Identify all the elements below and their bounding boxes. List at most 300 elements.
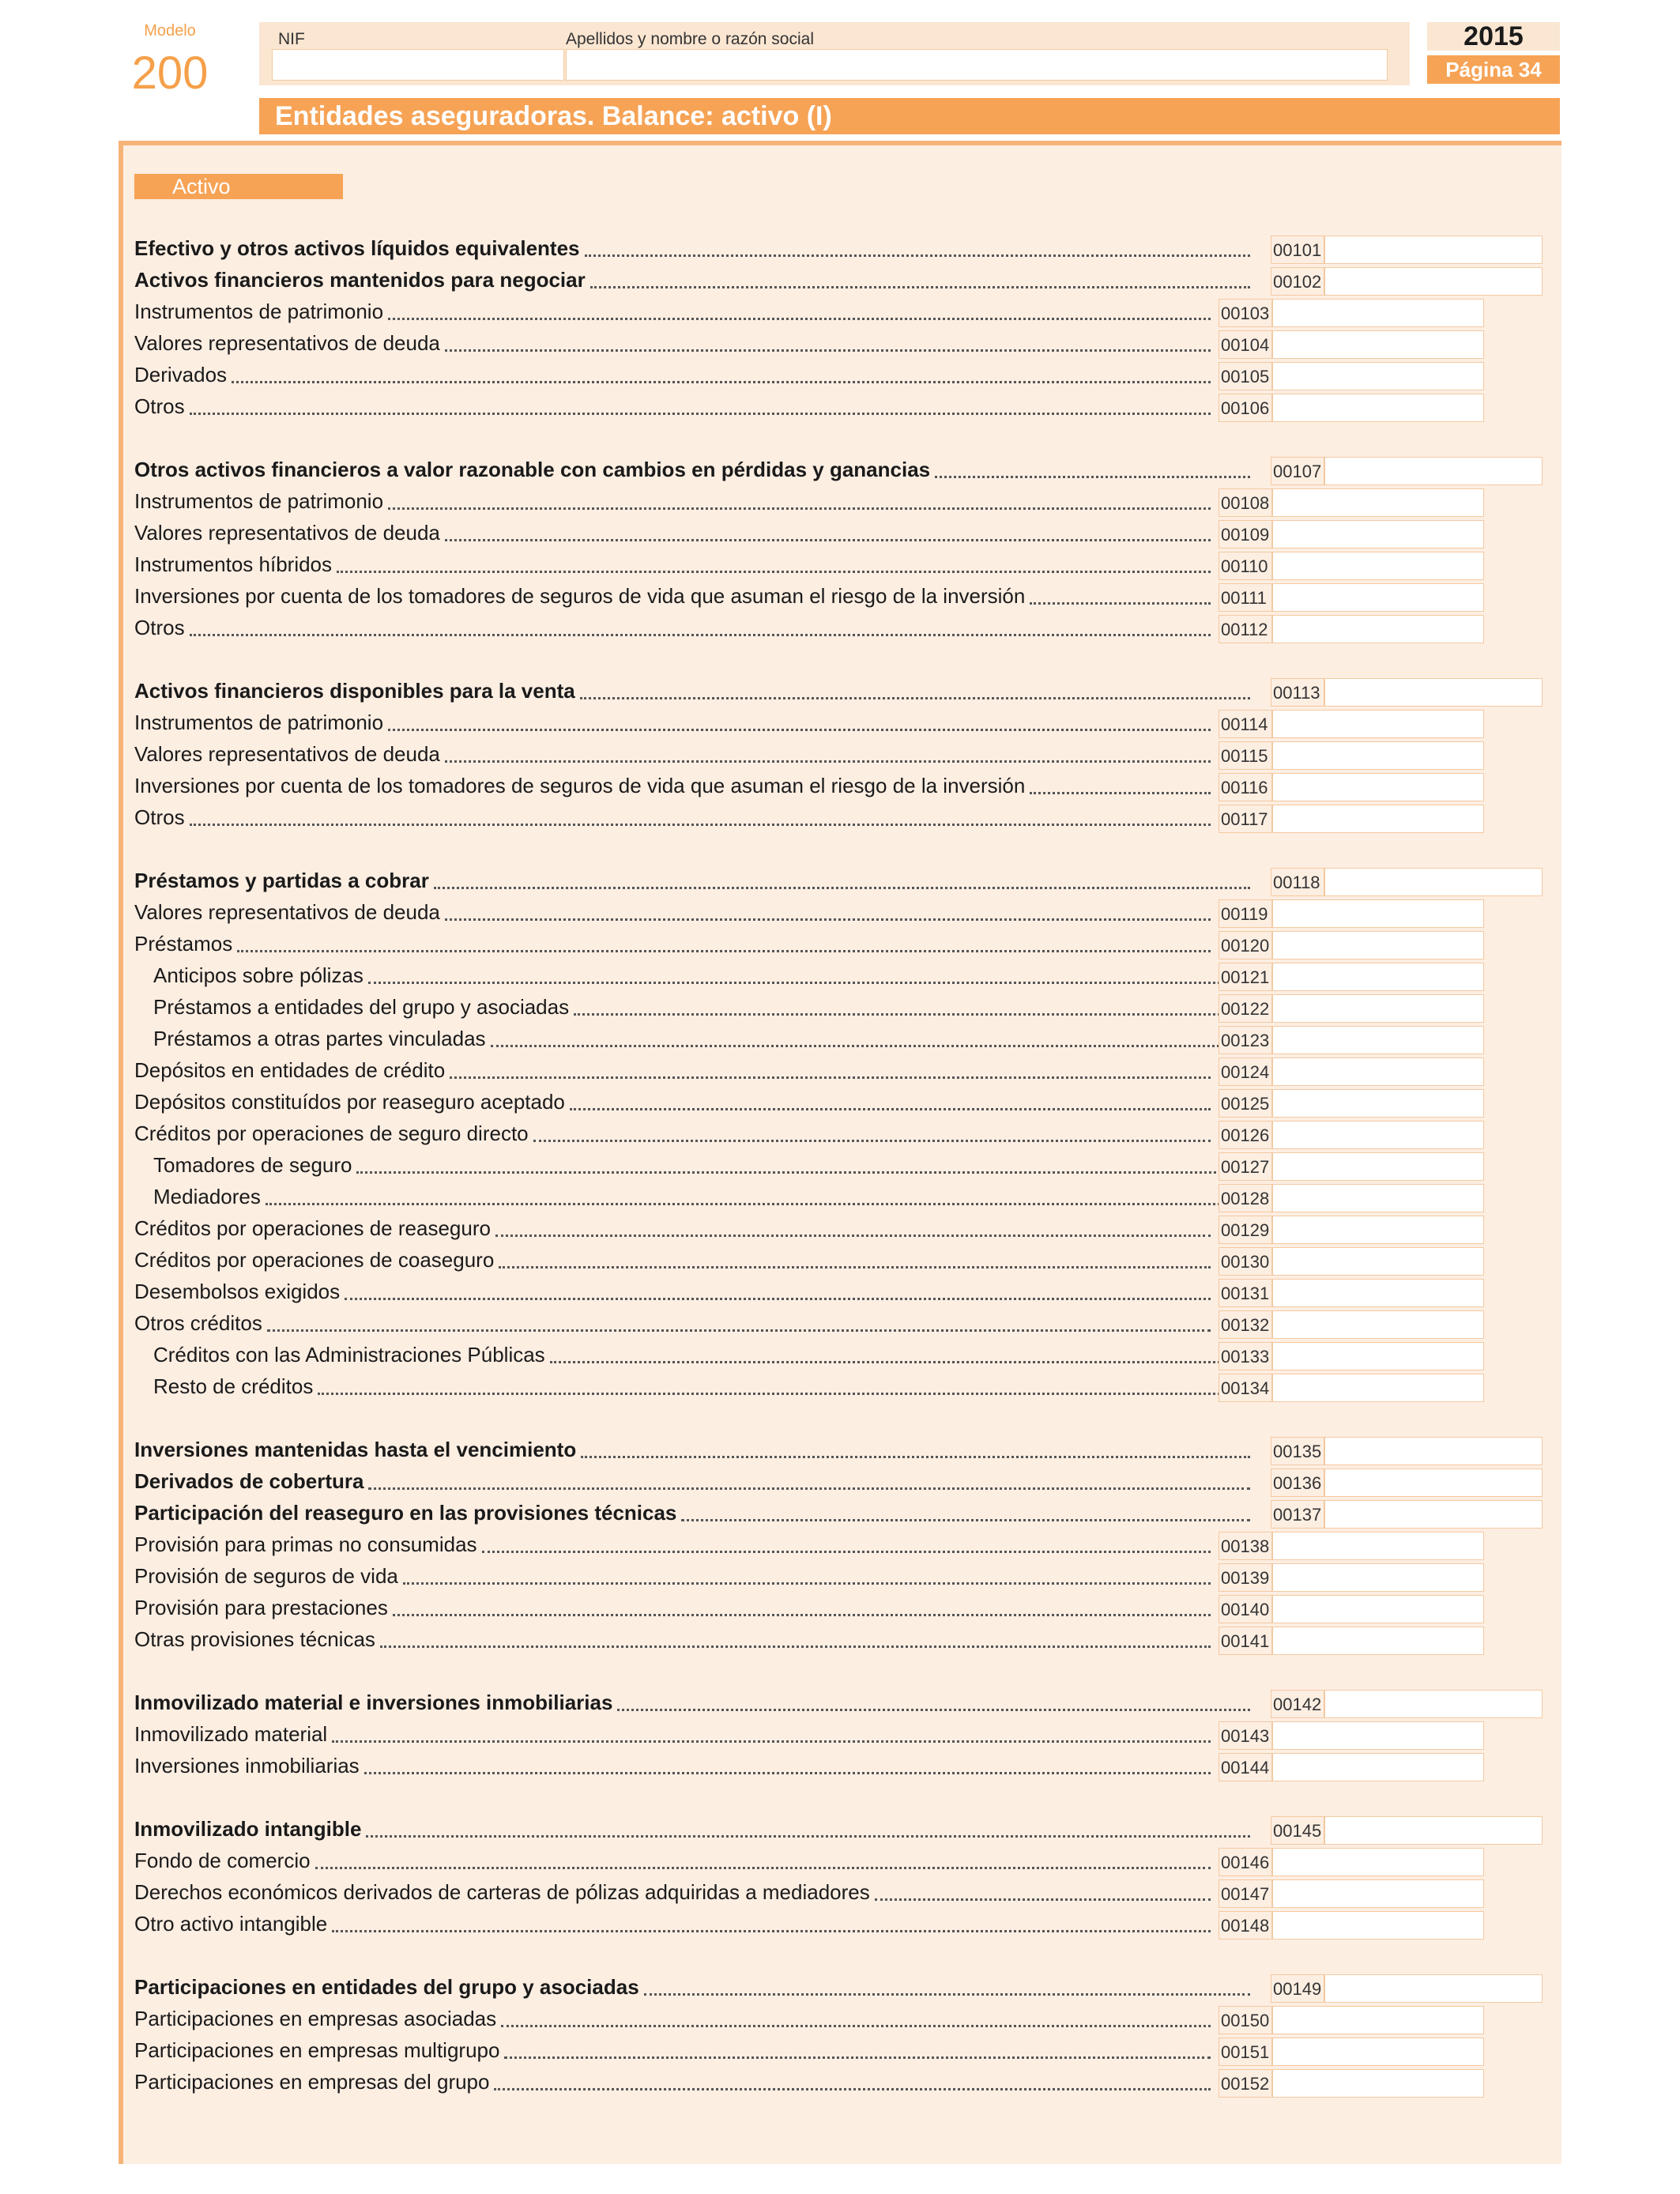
row-label — [134, 327, 1211, 359]
field-code: 00135 — [1271, 1437, 1324, 1465]
dot-leader — [445, 539, 1211, 541]
row-label-text: Préstamos — [134, 931, 233, 956]
form-row — [134, 2034, 1543, 2066]
amount-input[interactable] — [1324, 868, 1543, 896]
field-code: 00149 — [1271, 1974, 1324, 2003]
amount-input[interactable] — [1272, 1057, 1484, 1086]
amount-input[interactable] — [1272, 1089, 1484, 1118]
form-row — [134, 1244, 1543, 1276]
dot-leader — [366, 1835, 1250, 1838]
field-code: 00142 — [1271, 1690, 1324, 1718]
dot-leader — [445, 918, 1211, 921]
row-label — [134, 2034, 1211, 2066]
amount-input[interactable] — [1272, 931, 1484, 959]
form-row — [134, 738, 1543, 770]
row-label-text: Otras provisiones técnicas — [134, 1627, 375, 1651]
amount-input[interactable] — [1272, 899, 1484, 928]
row-label-text: Créditos con las Administraciones Públicas — [153, 1342, 545, 1367]
form-row — [134, 1118, 1543, 1149]
field-code: 00141 — [1219, 1627, 1272, 1655]
dot-leader — [875, 1898, 1211, 1901]
amount-input[interactable] — [1272, 1279, 1484, 1307]
dot-leader — [364, 1772, 1211, 1774]
field-code: 00139 — [1219, 1563, 1272, 1592]
dot-leader — [499, 1266, 1211, 1269]
form-row — [134, 1908, 1543, 1940]
amount-input[interactable] — [1272, 1310, 1484, 1339]
dot-leader — [581, 1456, 1250, 1458]
row-label — [134, 675, 1250, 707]
amount-input[interactable] — [1272, 1911, 1484, 1940]
dot-leader — [190, 413, 1211, 415]
row-label — [134, 770, 1211, 801]
row-label-text: Créditos por operaciones de coaseguro — [134, 1247, 495, 1272]
row-label — [134, 1212, 1211, 1244]
row-label-text: Otros — [134, 394, 185, 418]
field-code: 00109 — [1219, 520, 1272, 548]
dot-leader — [445, 349, 1211, 352]
amount-input[interactable] — [1324, 1500, 1543, 1529]
row-label — [134, 1592, 1211, 1623]
field-code: 00124 — [1219, 1057, 1272, 1086]
form-row — [134, 1845, 1543, 1876]
form-row — [134, 232, 1543, 264]
row-label — [134, 517, 1211, 548]
row-label-text: Activos financieros disponibles para la venta — [134, 678, 575, 703]
row-label-text: Derivados — [134, 362, 228, 386]
form-row — [134, 1623, 1543, 1655]
field-code: 00152 — [1219, 2069, 1272, 2098]
row-label — [134, 1181, 1230, 1212]
field-code: 00130 — [1219, 1247, 1272, 1276]
row-label — [134, 1718, 1211, 1750]
modelo-number: 200 — [131, 47, 209, 99]
form-row — [134, 454, 1543, 485]
row-label — [134, 1244, 1211, 1276]
row-label-text: Préstamos a otras partes vinculadas — [153, 1026, 486, 1050]
row-label — [134, 296, 1211, 327]
dot-leader — [356, 1171, 1230, 1174]
field-code: 00143 — [1219, 1721, 1272, 1750]
row-label-text: Activos financieros mantenidos para negociar — [134, 267, 586, 292]
form-row — [134, 1465, 1543, 1497]
field-code: 00117 — [1219, 805, 1272, 833]
row-label — [134, 232, 1250, 264]
row-label — [134, 359, 1211, 390]
form-row — [134, 1560, 1543, 1592]
row-label — [134, 1054, 1211, 1086]
row-label — [134, 485, 1211, 517]
dot-leader — [266, 1203, 1230, 1205]
form-row — [134, 327, 1543, 359]
amount-input[interactable] — [1272, 1216, 1484, 1244]
row-label-text: Provisión de seguros de vida — [134, 1563, 398, 1588]
form-row — [134, 675, 1543, 707]
dot-leader — [590, 286, 1250, 288]
amount-input[interactable] — [1272, 1627, 1484, 1655]
amount-input[interactable] — [1272, 1532, 1484, 1560]
dot-leader — [190, 824, 1211, 826]
dot-leader — [393, 1614, 1211, 1616]
nif-field[interactable] — [272, 49, 564, 81]
row-label-text: Derechos económicos derivados de carteras de pólizas adquiridas a mediadores — [134, 1879, 870, 1904]
row-label-text: Valores representativos de deuda — [134, 330, 440, 355]
row-label — [134, 1023, 1230, 1054]
dot-leader — [533, 1140, 1211, 1142]
row-label — [134, 707, 1211, 738]
amount-input[interactable] — [1324, 1690, 1543, 1718]
row-label-text: Participaciones en entidades del grupo y asociadas — [134, 1974, 639, 1999]
field-code: 00146 — [1219, 1848, 1272, 1876]
row-label — [134, 1307, 1211, 1339]
amount-input[interactable] — [1272, 994, 1484, 1023]
dot-leader — [1030, 602, 1211, 605]
field-code: 00145 — [1271, 1816, 1324, 1845]
field-code: 00110 — [1219, 552, 1272, 580]
form-row — [134, 707, 1543, 738]
field-code: 00106 — [1219, 394, 1272, 422]
row-label — [134, 896, 1211, 928]
row-label-text: Otros — [134, 805, 185, 829]
amount-input[interactable] — [1272, 615, 1484, 643]
modelo-label: Modelo — [144, 22, 196, 40]
amount-input[interactable] — [1272, 1848, 1484, 1876]
row-label-text: Otros — [134, 615, 185, 639]
row-label-text: Participaciones en empresas multigrupo — [134, 2038, 500, 2062]
row-label — [134, 738, 1211, 770]
row-label-text: Otros créditos — [134, 1310, 262, 1335]
form-row — [134, 580, 1543, 612]
row-label-text: Valores representativos de deuda — [134, 741, 440, 766]
amount-input[interactable] — [1272, 583, 1484, 612]
dot-leader — [482, 1551, 1211, 1553]
modelo-block — [119, 22, 221, 100]
form-row — [134, 1276, 1543, 1307]
amount-input[interactable] — [1272, 741, 1484, 770]
form-row — [134, 801, 1543, 833]
nif-label: NIF — [278, 30, 305, 48]
dot-leader — [501, 2025, 1211, 2027]
field-code: 00103 — [1219, 299, 1272, 327]
dot-leader — [388, 318, 1211, 320]
amount-input[interactable] — [1324, 267, 1543, 296]
row-label-text: Participaciones en empresas asociadas — [134, 2006, 497, 2030]
amount-input[interactable] — [1324, 1816, 1543, 1845]
form-row — [134, 928, 1543, 959]
amount-input[interactable] — [1272, 963, 1484, 991]
row-label-text: Participación del reaseguro en las provisiones técnicas — [134, 1500, 677, 1525]
dot-leader — [644, 1993, 1250, 1996]
field-code: 00133 — [1219, 1342, 1272, 1370]
row-label-text: Desembolsos exigidos — [134, 1279, 341, 1303]
row-label — [134, 1529, 1211, 1560]
field-code: 00136 — [1271, 1468, 1324, 1497]
page-title: Entidades aseguradoras. Balance: activo (I) — [259, 98, 1560, 134]
dot-leader — [403, 1582, 1211, 1585]
dot-leader — [494, 2088, 1211, 2090]
field-code: 00132 — [1219, 1310, 1272, 1339]
row-label — [134, 1339, 1230, 1370]
amount-input[interactable] — [1272, 710, 1484, 738]
amount-input[interactable] — [1324, 1437, 1543, 1465]
dot-leader — [491, 1045, 1230, 1047]
amount-input[interactable] — [1272, 1152, 1484, 1181]
dot-leader — [332, 1930, 1211, 1932]
form-row — [134, 1339, 1543, 1370]
row-label — [134, 1086, 1211, 1118]
row-label-text: Depósitos constituídos por reaseguro aceptado — [134, 1089, 565, 1114]
row-label — [134, 548, 1211, 580]
amount-input[interactable] — [1272, 520, 1484, 548]
field-code: 00111 — [1219, 583, 1272, 612]
row-label-text: Inversiones por cuenta de los tomadores de seguros de vida que asuman el riesgo de la inversión — [134, 583, 1026, 608]
amount-input[interactable] — [1272, 330, 1484, 359]
amount-input[interactable] — [1324, 1974, 1543, 2003]
row-label-text: Provisión para prestaciones — [134, 1595, 388, 1619]
field-code: 00119 — [1219, 899, 1272, 928]
form-row — [134, 770, 1543, 801]
amount-input[interactable] — [1272, 362, 1484, 390]
row-label-text: Inversiones por cuenta de los tomadores de seguros de vida que asuman el riesgo de la inversión — [134, 773, 1026, 797]
dot-leader — [345, 1298, 1211, 1300]
amount-input[interactable] — [1272, 1753, 1484, 1781]
field-code: 00127 — [1219, 1152, 1272, 1181]
amount-input[interactable] — [1272, 1342, 1484, 1370]
amount-input[interactable] — [1272, 1184, 1484, 1212]
row-label — [134, 991, 1230, 1023]
row-label-text: Inmovilizado material e inversiones inmobiliarias — [134, 1690, 613, 1714]
form-row — [134, 296, 1543, 327]
form-row — [134, 1529, 1543, 1560]
row-label-text: Inmovilizado intangible — [134, 1816, 362, 1841]
dot-leader — [434, 887, 1250, 889]
row-label-text: Mediadores — [153, 1184, 261, 1208]
form-row — [134, 548, 1543, 580]
row-label — [134, 454, 1250, 485]
field-code: 00114 — [1219, 710, 1272, 738]
dot-leader — [574, 1013, 1230, 1016]
field-code: 00112 — [1219, 615, 1272, 643]
row-label-text: Fondo de comercio — [134, 1848, 311, 1872]
dot-leader — [337, 571, 1211, 573]
dot-leader — [570, 1108, 1211, 1110]
form-row — [134, 2003, 1543, 2034]
amount-input[interactable] — [1272, 488, 1484, 517]
name-label: Apellidos y nombre o razón social — [566, 30, 814, 48]
row-label-text: Inmovilizado material — [134, 1721, 328, 1746]
dot-leader — [445, 760, 1211, 763]
form-row — [134, 1718, 1543, 1750]
name-field[interactable] — [566, 49, 1388, 81]
form-row — [134, 390, 1543, 422]
amount-input[interactable] — [1272, 2006, 1484, 2034]
amount-input[interactable] — [1272, 1721, 1484, 1750]
dot-leader — [388, 507, 1211, 510]
amount-input[interactable] — [1272, 2069, 1484, 2098]
form-row — [134, 991, 1543, 1023]
row-label — [134, 801, 1211, 833]
row-label — [134, 390, 1211, 422]
form-row — [134, 959, 1543, 991]
dot-leader — [585, 254, 1251, 257]
field-code: 00131 — [1219, 1279, 1272, 1307]
row-label-text: Instrumentos de patrimonio — [134, 710, 384, 734]
row-label — [134, 1908, 1211, 1940]
amount-input[interactable] — [1324, 1468, 1543, 1497]
page-badge: Página 34 — [1427, 55, 1560, 84]
row-label-text: Instrumentos de patrimonio — [134, 299, 384, 323]
row-label — [134, 1118, 1211, 1149]
field-code: 00105 — [1219, 362, 1272, 390]
field-code: 00140 — [1219, 1595, 1272, 1623]
dot-leader — [1030, 792, 1211, 794]
dot-leader — [380, 1646, 1211, 1648]
dot-leader — [550, 1361, 1230, 1363]
field-code: 00147 — [1219, 1879, 1272, 1908]
amount-input[interactable] — [1272, 805, 1484, 833]
row-label-text: Valores representativos de deuda — [134, 899, 440, 924]
row-label — [134, 264, 1250, 296]
form-row — [134, 1086, 1543, 1118]
field-code: 00151 — [1219, 2038, 1272, 2066]
field-code: 00134 — [1219, 1374, 1272, 1402]
amount-input[interactable] — [1272, 1121, 1484, 1149]
row-label — [134, 2066, 1211, 2098]
row-label — [134, 612, 1211, 643]
dot-leader — [232, 381, 1211, 383]
field-code: 00138 — [1219, 1532, 1272, 1560]
form-row — [134, 612, 1543, 643]
form-row — [134, 1687, 1543, 1718]
row-label — [134, 580, 1211, 612]
row-label-text: Créditos por operaciones de seguro directo — [134, 1121, 529, 1145]
row-label — [134, 1149, 1230, 1181]
row-label-text: Préstamos y partidas a cobrar — [134, 868, 429, 892]
amount-input[interactable] — [1272, 1879, 1484, 1908]
form-row — [134, 359, 1543, 390]
field-code: 00118 — [1271, 868, 1324, 896]
row-label — [134, 1813, 1250, 1845]
row-label — [134, 1370, 1230, 1402]
row-label-text: Depósitos en entidades de crédito — [134, 1057, 446, 1082]
dot-leader — [368, 1487, 1250, 1490]
row-label — [134, 1971, 1250, 2003]
field-code: 00120 — [1219, 931, 1272, 959]
row-label — [134, 1845, 1211, 1876]
row-label — [134, 1687, 1250, 1718]
dot-leader — [237, 950, 1211, 952]
taxpayer-id-box — [259, 22, 1410, 85]
row-label — [134, 1434, 1250, 1465]
form-row — [134, 896, 1543, 928]
row-label-text: Instrumentos híbridos — [134, 552, 333, 576]
form-row — [134, 517, 1543, 548]
row-label-text: Préstamos a entidades del grupo y asociadas — [153, 994, 570, 1019]
field-code: 00144 — [1219, 1753, 1272, 1781]
row-label-text: Anticipos sobre pólizas — [153, 963, 363, 987]
field-code: 00107 — [1271, 457, 1324, 485]
form-row — [134, 1971, 1543, 2003]
dot-leader — [504, 2056, 1211, 2059]
dot-leader — [495, 1235, 1211, 1237]
form-row — [134, 1307, 1543, 1339]
form-row — [134, 1149, 1543, 1181]
field-code: 00102 — [1271, 267, 1324, 296]
field-code: 00128 — [1219, 1184, 1272, 1212]
amount-input[interactable] — [1272, 552, 1484, 580]
amount-input[interactable] — [1324, 678, 1543, 707]
amount-input[interactable] — [1272, 299, 1484, 327]
form-row — [134, 2066, 1543, 2098]
row-label — [134, 1497, 1250, 1529]
row-label-text: Provisión para primas no consumidas — [134, 1532, 477, 1556]
form-row — [134, 1212, 1543, 1244]
dot-leader — [388, 729, 1211, 731]
form-row — [134, 1750, 1543, 1781]
field-code: 00123 — [1219, 1026, 1272, 1054]
row-label — [134, 1876, 1211, 1908]
dot-leader — [267, 1329, 1211, 1332]
field-code: 00126 — [1219, 1121, 1272, 1149]
field-code: 00104 — [1219, 330, 1272, 359]
field-code: 00150 — [1219, 2006, 1272, 2034]
field-code: 00113 — [1271, 678, 1324, 707]
form-row — [134, 1181, 1543, 1212]
field-code: 00122 — [1219, 994, 1272, 1023]
dot-leader — [332, 1740, 1211, 1743]
dot-leader — [617, 1709, 1250, 1711]
row-label-text: Valores representativos de deuda — [134, 520, 440, 545]
form-row — [134, 865, 1543, 896]
form-row — [134, 485, 1543, 517]
row-label-text: Inversiones inmobiliarias — [134, 1753, 360, 1777]
dot-leader — [318, 1393, 1230, 1395]
field-code: 00137 — [1271, 1500, 1324, 1529]
row-label-text: Instrumentos de patrimonio — [134, 488, 384, 513]
amount-input[interactable] — [1272, 2038, 1484, 2066]
form-row — [134, 264, 1543, 296]
row-label — [134, 928, 1211, 959]
row-label — [134, 1560, 1211, 1592]
field-code: 00108 — [1219, 488, 1272, 517]
amount-input[interactable] — [1272, 1595, 1484, 1623]
year-badge: 2015 — [1427, 22, 1560, 51]
amount-input[interactable] — [1324, 236, 1543, 264]
amount-input[interactable] — [1272, 394, 1484, 422]
amount-input[interactable] — [1272, 1026, 1484, 1054]
amount-input[interactable] — [1324, 457, 1543, 485]
dot-leader — [368, 982, 1230, 984]
form-row — [134, 1592, 1543, 1623]
form-row — [134, 1054, 1543, 1086]
amount-input[interactable] — [1272, 773, 1484, 801]
amount-input[interactable] — [1272, 1374, 1484, 1402]
row-label — [134, 1465, 1250, 1497]
field-code: 00116 — [1219, 773, 1272, 801]
field-code: 00125 — [1219, 1089, 1272, 1118]
row-label — [134, 959, 1230, 991]
row-label-text: Derivados de cobertura — [134, 1468, 364, 1493]
dot-leader — [580, 697, 1250, 699]
row-label — [134, 2003, 1211, 2034]
row-label-text: Otro activo intangible — [134, 1911, 328, 1936]
row-label-text: Tomadores de seguro — [153, 1152, 352, 1177]
form-row — [134, 1813, 1543, 1845]
field-code: 00115 — [1219, 741, 1272, 770]
amount-input[interactable] — [1272, 1563, 1484, 1592]
form-row — [134, 1497, 1543, 1529]
amount-input[interactable] — [1272, 1247, 1484, 1276]
